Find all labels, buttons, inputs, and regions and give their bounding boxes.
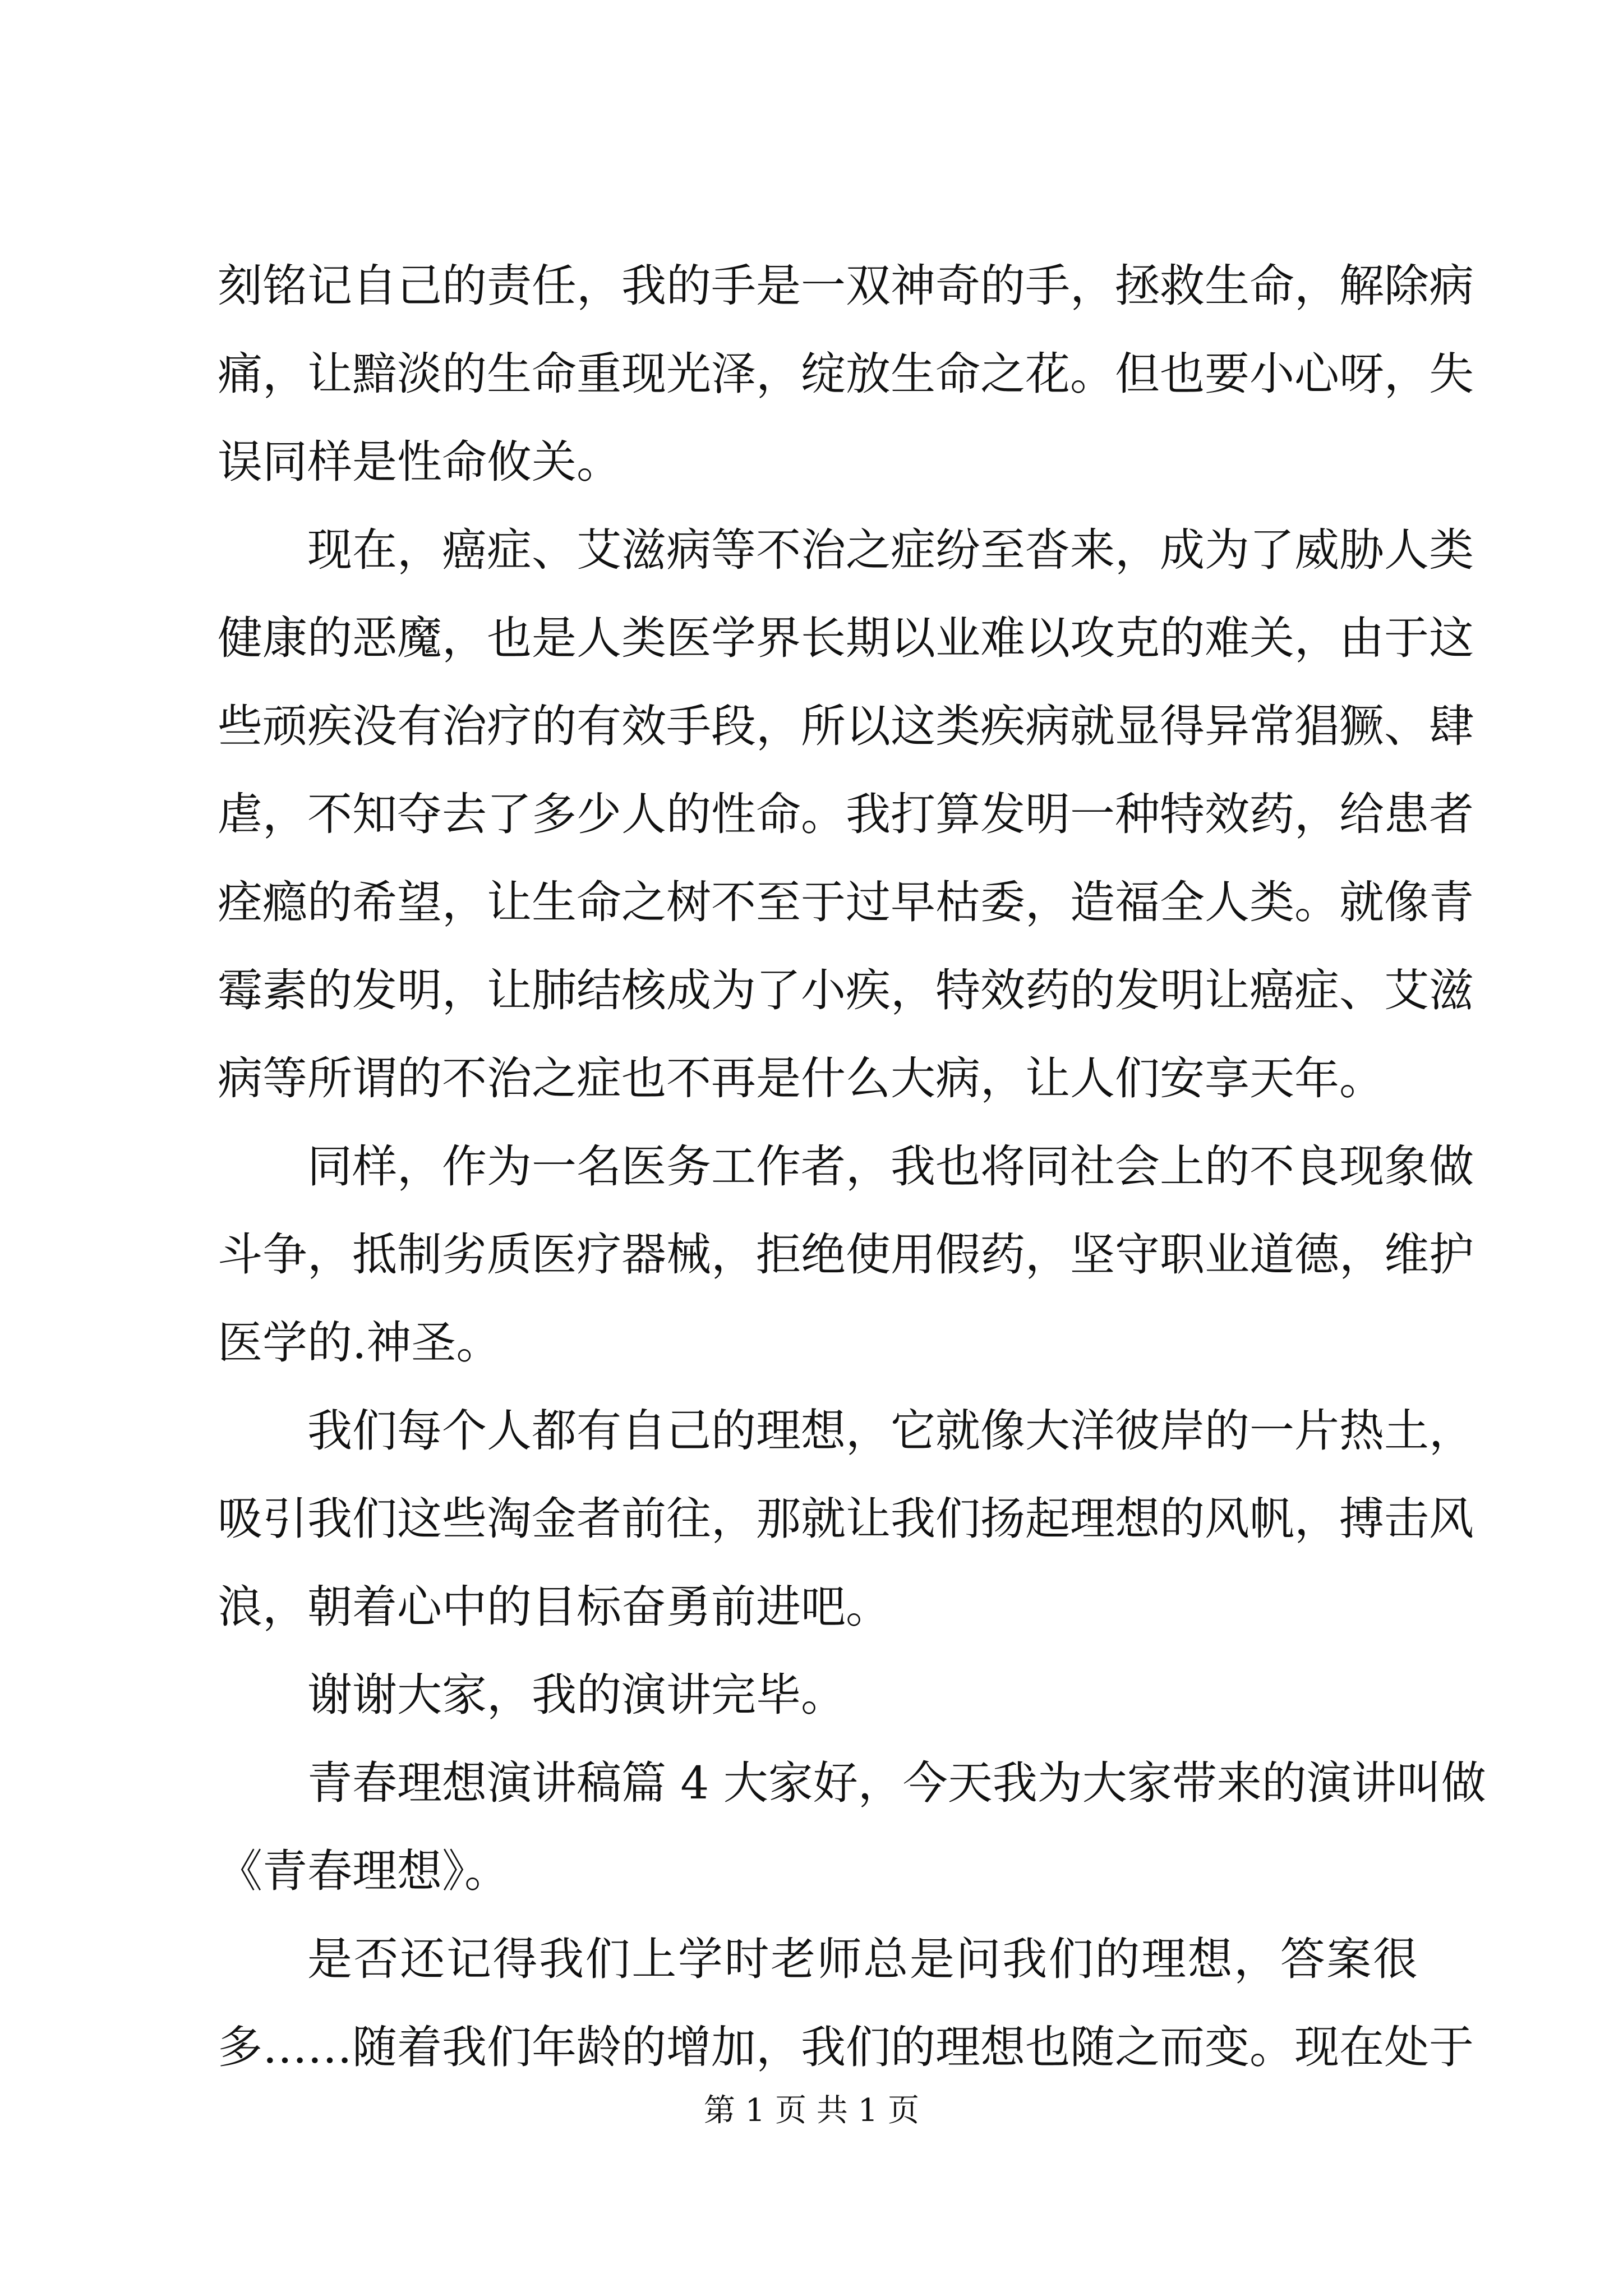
text-line: 刻铭记自己的责任，我的手是一双神奇的手，拯救生命，解除病 (218, 260, 1474, 312)
text-line: 多……随着我们年龄的增加，我们的理想也随之而变。现在处于 (218, 2021, 1474, 2073)
text-line: 斗争，抵制劣质医疗器械，拒绝使用假药，坚守职业道德，维护 (218, 1228, 1474, 1281)
text-line: 虐，不知夺去了多少人的性命。我打算发明一种特效药，给患者 (218, 788, 1474, 840)
text-line: 误同样是性命攸关。 (218, 436, 621, 488)
text-line: 健康的恶魔，也是人类医学界长期以业难以攻克的难关，由于这 (218, 612, 1474, 664)
text-line: 谢谢大家，我的演讲完毕。 (307, 1669, 846, 1721)
text-line: 痊瘾的希望，让生命之树不至于过早枯委，造福全人类。就像青 (218, 876, 1474, 928)
text-line: 我们每个人都有自己的理想，它就像大洋彼岸的一片热土， (307, 1405, 1474, 1457)
text-line: 浪，朝着心中的目标奋勇前进吧。 (218, 1581, 891, 1633)
text-line: 痛，让黯淡的生命重现光泽，绽放生命之花。但也要小心呀，失 (218, 348, 1474, 400)
text-line: 医学的.神圣。 (218, 1317, 501, 1369)
text-line: 是否还记得我们上学时老师总是问我们的理想，答案很 (307, 1933, 1418, 1985)
text-line: 病等所谓的不治之症也不再是什么大病，让人们安享天年。 (218, 1052, 1384, 1105)
text-line: 些顽疾没有治疗的有效手段，所以这类疾病就显得异常猖獗、肆 (218, 700, 1474, 752)
text-line: 同样，作为一名医务工作者，我也将同社会上的不良现象做 (307, 1140, 1474, 1193)
body-text (218, 260, 1486, 2113)
text-line: 吸引我们这些淘金者前往，那就让我们扬起理想的风帆，搏击风 (218, 1493, 1474, 1545)
text-line: 现在，癌症、艾滋病等不治之症纷至沓来，成为了威胁人类 (307, 524, 1474, 576)
page-footer: 第 1 页 共 1 页 (703, 2092, 920, 2129)
text-line: 《青春理想》。 (218, 1845, 509, 1897)
text-line: 霉素的发明，让肺结核成为了小疾，特效药的发明让癌症、艾滋 (218, 964, 1474, 1016)
text-line: 青春理想演讲稿篇 4 大家好，今天我为大家带来的演讲叫做 (307, 1757, 1486, 1809)
